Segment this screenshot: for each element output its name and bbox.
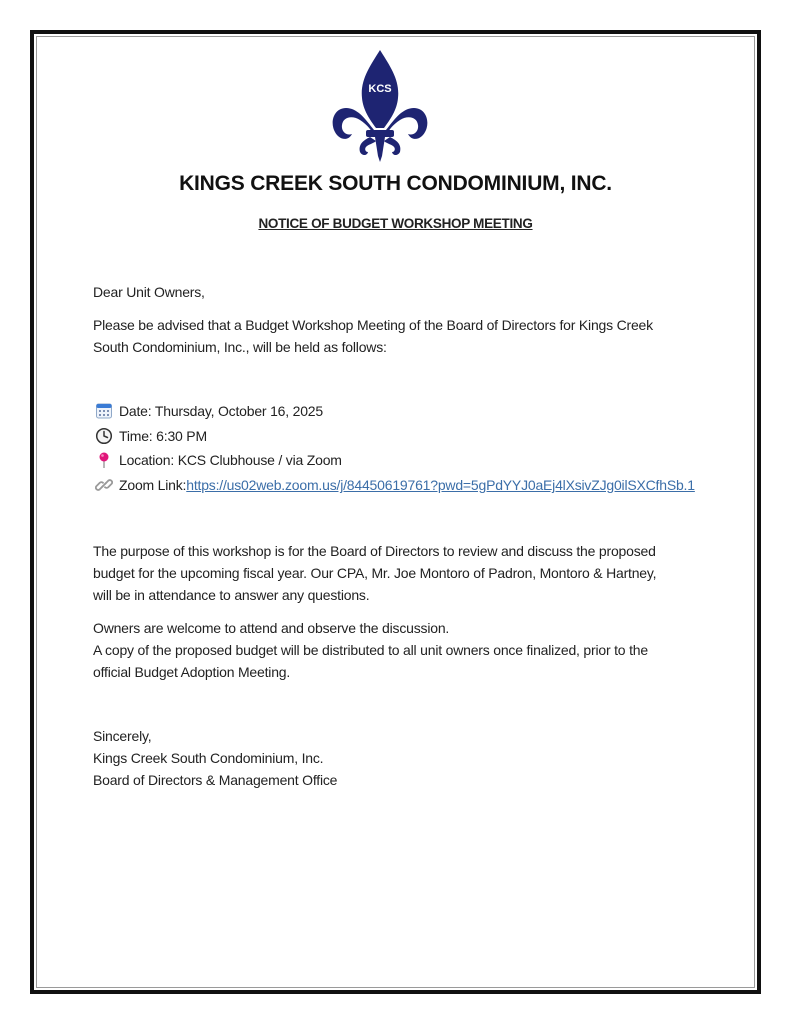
detail-zoom-link (95, 475, 695, 495)
calendar-icon (95, 402, 113, 420)
copy-line-1: A copy of the proposed budget will be distributed to all unit owners once finalized, prior to the (93, 642, 648, 658)
purpose-line-2: budget for the upcoming fiscal year. Our CPA, Mr. Joe Montoro of Padron, Montoro & Hartney, (93, 565, 657, 581)
time-text: Time: 6:30 PM (119, 428, 207, 444)
clock-icon (95, 427, 113, 445)
intro-line-2: South Condominium, Inc., will be held as follows: (93, 339, 387, 355)
detail-date (95, 401, 323, 421)
owners-line: Owners are welcome to attend and observe the discussion. (93, 620, 450, 636)
link-icon (95, 476, 113, 494)
zoom-meeting-link[interactable]: https://us02web.zoom.us/j/84450619761?pwd=5gPdYYJ0aEj4lXsivZJg0ilSXCfhSb.1 (186, 477, 695, 493)
zoom-link-label: Zoom Link: (119, 477, 187, 493)
purpose-line-3: will be in attendance to answer any questions. (93, 587, 370, 603)
logo-text: KCS (368, 83, 392, 95)
location-text: Location: KCS Clubhouse / via Zoom (119, 452, 342, 468)
signature-closing: Sincerely, (93, 728, 152, 744)
intro-line-1: Please be advised that a Budget Workshop Meeting of the Board of Directors for Kings Creek (93, 317, 653, 333)
detail-time (95, 426, 207, 446)
purpose-line-1: The purpose of this workshop is for the Board of Directors to review and discuss the proposed (93, 543, 656, 559)
signature-org: Kings Creek South Condominium, Inc. (93, 750, 324, 766)
date-text: Date: Thursday, October 16, 2025 (119, 403, 323, 419)
notice-subtitle: NOTICE OF BUDGET WORKSHOP MEETING (258, 216, 533, 231)
page-title: KINGS CREEK SOUTH CONDOMINIUM, INC. (179, 172, 612, 195)
detail-location (95, 450, 342, 470)
pushpin-icon (95, 451, 113, 469)
fleur-de-lis-logo (330, 48, 430, 164)
copy-line-2: official Budget Adoption Meeting. (93, 664, 291, 680)
signature-dept: Board of Directors & Management Office (93, 772, 338, 788)
salutation: Dear Unit Owners, (93, 284, 205, 300)
